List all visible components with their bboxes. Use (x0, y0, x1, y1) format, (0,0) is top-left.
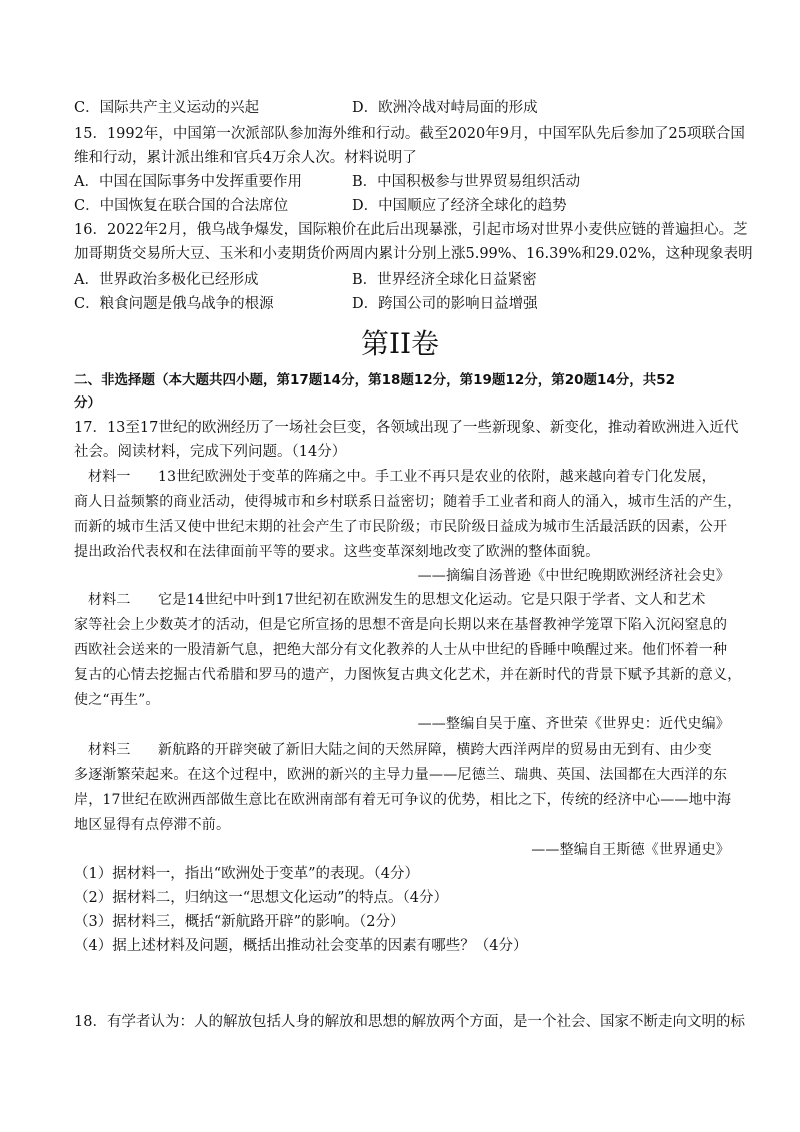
q14-options-cd (74, 98, 730, 118)
material2-label: 材料二 (88, 592, 131, 608)
q15-option-b: B．中国积极参与世界贸易组织活动 (352, 174, 581, 190)
q17-subquestion-4: （4）据上述材料及问题，概括出推动社会变革的因素有哪些？（4分） (74, 938, 528, 954)
q15-option-d: D．中国顺应了经济全球化的趋势 (352, 198, 567, 214)
material3-line-4: 地区显得有点停滞不前。 (74, 817, 231, 833)
material2-source: ——整编自吴于廑、齐世荣《世界史：近代史编》 (417, 716, 730, 732)
q16-option-c: C．粮食问题是俄乌战争的根源 (74, 296, 274, 312)
q15-option-c: C．中国恢复在联合国的合法席位 (74, 198, 289, 214)
q15-options-ab (74, 172, 730, 192)
material1-source: ——摘编自汤普逊《中世纪晚期欧洲经济社会史》 (417, 568, 730, 584)
material1-label: 材料一 (88, 469, 131, 485)
q16-options-ab (74, 270, 730, 290)
section2-heading-line-1: 二、非选择题（本大题共四小题，第17题14分，第18题12分，第19题12分，第20题14分，共52 (74, 372, 676, 388)
q16-stem-line-1: 16．2022年2月，俄乌战争爆发，国际粮价在此后出现暴涨，引起市场对世界小麦供应链的普遍担心。芝 (74, 222, 748, 238)
q17-stem-line-1: 17．13至17世纪的欧洲经历了一场社会巨变，各领域出现了一些新现象、新变化，推动着欧洲进入近代 (74, 420, 739, 436)
material1-line-1 (88, 467, 730, 487)
q15-option-a: A．中国在国际事务中发挥重要作用 (74, 174, 302, 190)
q15-stem-line-1: 15．1992年，中国第一次派部队参加海外维和行动。截至2020年9月，中国军队先后参加了25项联合国 (74, 126, 745, 142)
material1-line-2: 商人日益频繁的商业活动，使得城市和乡村联系日益密切；随着手工业者和商人的涌入，城市生活的产生， (74, 494, 742, 510)
material2-text-1: 它是14世纪中叶到17世纪初在欧洲发生的思想文化运动。它是只限于学者、文人和艺术 (158, 592, 706, 608)
q16-option-d: D．跨国公司的影响日益增强 (352, 296, 538, 312)
q14-option-c: C．国际共产主义运动的兴起 (74, 100, 260, 116)
section2-heading-line-2: 分） (74, 395, 101, 411)
material2-line-1 (88, 590, 730, 610)
q18-stem-line-1: 18．有学者认为：人的解放包括人身的解放和思想的解放两个方面，是一个社会、国家不断走向文明的标 (74, 1014, 745, 1030)
q15-stem-line-2: 维和行动，累计派出维和官兵4万余人次。材料说明了 (74, 150, 417, 166)
material2-line-3: 西欧社会送来的一股清新气息，把绝大部分有文化教养的人士从中世纪的昏睡中唤醒过来。他们怀着一种 (74, 642, 728, 658)
q17-stem-line-2: 社会。阅读材料，完成下列问题。（14分） (74, 444, 347, 460)
material1-line-4: 提出政治代表权和在法律面前平等的要求。这些变革深刻地改变了欧洲的整体面貌。 (74, 544, 600, 560)
q16-options-cd (74, 294, 730, 314)
material3-line-2: 多逐渐繁荣起来。在这个过程中，欧洲的新兴的主导力量——尼德兰、瑞典、英国、法国都在大西洋的东 (74, 767, 728, 783)
q16-option-b: B．世界经济全球化日益紧密 (352, 272, 537, 288)
q15-options-cd (74, 196, 730, 216)
material3-line-3: 岸，17世纪在欧洲西部做生意比在欧洲南部有着无可争议的优势，相比之下，传统的经济中心——地中海 (74, 792, 732, 808)
q16-option-a: A．世界政治多极化已经形成 (74, 272, 259, 288)
material2-line-2: 家等社会上少数英才的活动，但是它所宣扬的思想不啻是向长期以来在基督教神学笼罩下陷入沉闷窒息的 (74, 617, 728, 633)
q17-subquestion-3: （3）据材料三，概括“新航路开辟”的影响。（2分） (74, 914, 405, 930)
q17-subquestion-1: （1）据材料一，指出“欧洲处于变革”的表现。（4分） (74, 866, 420, 882)
material3-text-1: 新航路的开辟突破了新旧大陆之间的天然屏障，横跨大西洋两岸的贸易由无到有、由少变 (158, 742, 712, 758)
q17-subquestion-2: （2）据材料二，归纳这一“思想文化运动”的特点。（4分） (74, 890, 449, 906)
q14-option-d: D．欧洲冷战对峙局面的形成 (352, 100, 538, 116)
material3-source: ——整编自王斯德《世界通史》 (531, 842, 730, 858)
material3-label: 材料三 (88, 742, 131, 758)
material3-line-1 (88, 740, 730, 760)
q16-stem-line-2: 加哥期货交易所大豆、玉米和小麦期货价两周内累计分别上涨5.99%、16.39%和29.02%，这种现象表明 (74, 246, 753, 262)
material1-line-3: 而新的城市生活又使中世纪末期的社会产生了市民阶级；市民阶级日益成为城市生活最活跃的因素，公开 (74, 519, 728, 535)
material2-line-4: 复古的心情去挖掘古代希腊和罗马的遗产，力图恢复古典文化艺术，并在新时代的背景下赋予其新的意义， (74, 667, 742, 683)
material1-text-1: 13世纪欧洲处于变革的阵痛之中。手工业不再只是农业的依附，越来越向着专门化发展， (158, 469, 716, 485)
material2-line-5: 使之“再生”。 (74, 692, 160, 708)
volume-title: 第II卷 (360, 327, 440, 360)
